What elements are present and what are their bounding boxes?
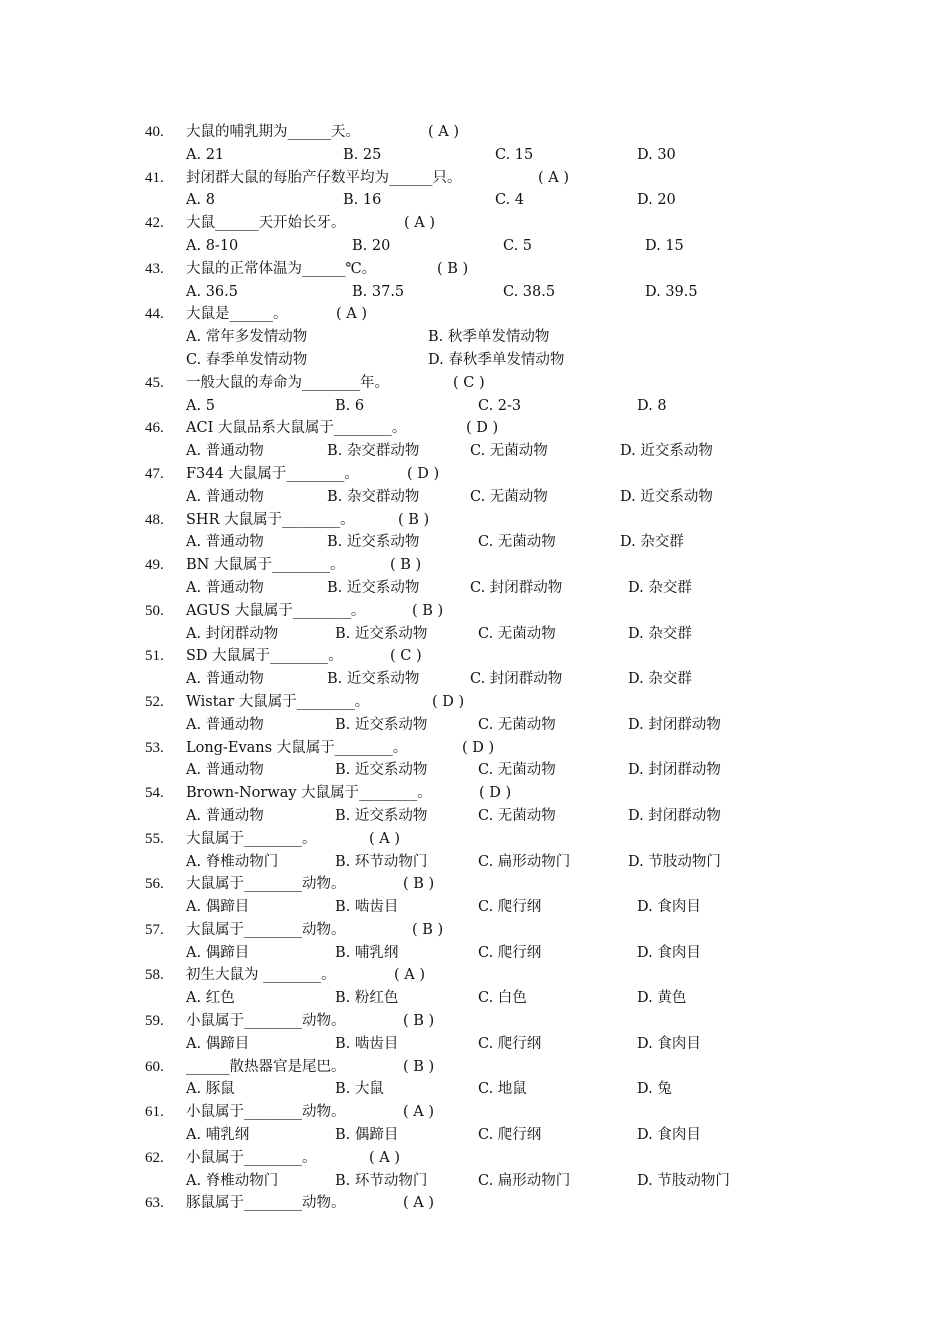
- question-47: [0, 463, 950, 509]
- question-number: 63.: [145, 1195, 164, 1212]
- question-stem: 大鼠属于________动物。: [186, 876, 346, 893]
- question-number: 55.: [145, 830, 164, 847]
- question-number: 61.: [145, 1104, 164, 1121]
- option-b: B. 近交系动物: [335, 625, 428, 642]
- option-a: A. 脊椎动物门: [186, 1172, 279, 1189]
- option-d: D. 节肢动物门: [628, 853, 721, 870]
- question-answer: ( A ): [403, 1104, 435, 1121]
- question-stem: Wistar 大鼠属于________。: [186, 693, 370, 710]
- option-b: B. 16: [343, 192, 382, 209]
- question-stem-line: [0, 737, 950, 760]
- option-a: A. 普通动物: [186, 716, 264, 733]
- question-54: [0, 782, 950, 828]
- question-number: 60.: [145, 1058, 164, 1075]
- option-row: [0, 395, 950, 418]
- question-stem: 豚鼠属于________动物。: [186, 1195, 346, 1212]
- question-answer: ( A ): [369, 830, 401, 847]
- question-answer: ( A ): [538, 169, 570, 186]
- option-b: B. 杂交群动物: [327, 443, 420, 460]
- option-b: B. 25: [343, 146, 382, 163]
- question-stem-line: [0, 463, 950, 486]
- question-number: 45.: [145, 374, 164, 391]
- option-d: D. 节肢动物门: [637, 1172, 730, 1189]
- question-number: 42.: [145, 215, 164, 232]
- option-c: C. 爬行纲: [478, 1035, 542, 1052]
- question-stem-line: [0, 303, 950, 326]
- question-number: 46.: [145, 420, 164, 437]
- option-row: [0, 668, 950, 691]
- option-a: A. 偶蹄目: [186, 944, 250, 961]
- option-d: D. 食肉目: [637, 944, 701, 961]
- question-stem-line: [0, 1101, 950, 1124]
- option-a: A. 普通动物: [186, 534, 264, 551]
- question-53: [0, 737, 950, 783]
- question-number: 62.: [145, 1149, 164, 1166]
- option-row: [0, 531, 950, 554]
- question-number: 43.: [145, 260, 164, 277]
- question-answer: ( A ): [369, 1149, 401, 1166]
- question-number: 59.: [145, 1013, 164, 1030]
- question-stem-line: [0, 782, 950, 805]
- question-46: [0, 417, 950, 463]
- question-number: 41.: [145, 169, 164, 186]
- option-b: B. 近交系动物: [335, 807, 428, 824]
- question-number: 47.: [145, 465, 164, 482]
- option-row: [0, 987, 950, 1010]
- option-a: A. 哺乳纲: [186, 1127, 250, 1144]
- option-d: D. 杂交群: [620, 534, 684, 551]
- question-number: 50.: [145, 602, 164, 619]
- question-stem-line: [0, 167, 950, 190]
- option-a: A. 8-10: [186, 237, 239, 254]
- question-45: [0, 372, 950, 418]
- option-c: C. 5: [503, 237, 533, 254]
- question-stem: 大鼠的正常体温为______℃。: [186, 260, 377, 277]
- option-b: B. 6: [335, 397, 365, 414]
- question-stem-line: [0, 919, 950, 942]
- question-49: [0, 554, 950, 600]
- option-b: B. 20: [352, 237, 391, 254]
- question-48: [0, 509, 950, 555]
- question-52: [0, 691, 950, 737]
- option-d: D. 杂交群: [628, 671, 692, 688]
- option-b: B. 啮齿目: [335, 1035, 399, 1052]
- question-stem: SHR 大鼠属于________。: [186, 511, 355, 528]
- option-c: C. 无菌动物: [478, 625, 556, 642]
- option-d: D. 春秋季单发情动物: [428, 351, 565, 368]
- question-61: [0, 1101, 950, 1147]
- question-answer: ( D ): [407, 465, 440, 482]
- question-58: [0, 964, 950, 1010]
- question-55: [0, 828, 950, 874]
- question-50: [0, 600, 950, 646]
- option-row: [0, 759, 950, 782]
- question-stem-line: [0, 554, 950, 577]
- question-stem: BN 大鼠属于________。: [186, 557, 345, 574]
- option-a: A. 普通动物: [186, 807, 264, 824]
- option-row: [0, 851, 950, 874]
- question-stem: Long-Evans 大鼠属于________。: [186, 739, 408, 756]
- question-stem-line: [0, 1056, 950, 1079]
- option-a: A. 偶蹄目: [186, 1035, 250, 1052]
- question-stem-line: [0, 964, 950, 987]
- question-answer: ( A ): [404, 215, 436, 232]
- option-d: D. 8: [637, 397, 667, 414]
- question-answer: ( D ): [462, 739, 495, 756]
- question-number: 40.: [145, 124, 164, 140]
- question-44: [0, 303, 950, 371]
- option-b: B. 大鼠: [335, 1081, 384, 1098]
- option-row: [0, 942, 950, 965]
- option-b: B. 近交系动物: [335, 716, 428, 733]
- option-a: A. 21: [186, 146, 225, 163]
- option-c: C. 扁形动物门: [478, 853, 571, 870]
- question-42: [0, 212, 950, 258]
- option-b: B. 秋季单发情动物: [428, 329, 550, 346]
- option-c: C. 白色: [478, 990, 527, 1007]
- question-number: 52.: [145, 693, 164, 710]
- question-stem-line: [0, 828, 950, 851]
- question-answer: ( C ): [390, 648, 422, 665]
- question-stem-line: [0, 645, 950, 668]
- option-c: C. 扁形动物门: [478, 1172, 571, 1189]
- question-answer: ( A ): [394, 967, 426, 984]
- question-answer: ( B ): [403, 1058, 435, 1075]
- option-d: D. 杂交群: [628, 625, 692, 642]
- option-row: [0, 144, 950, 167]
- option-d: D. 黄色: [637, 990, 687, 1007]
- question-stem-line: [0, 1010, 950, 1033]
- option-d: D. 15: [645, 237, 684, 254]
- option-row: [0, 235, 950, 258]
- question-number: 57.: [145, 921, 164, 938]
- option-c: C. 爬行纲: [478, 899, 542, 916]
- option-b: B. 近交系动物: [335, 762, 428, 779]
- question-41: [0, 167, 950, 213]
- option-a: A. 普通动物: [186, 671, 264, 688]
- question-number: 51.: [145, 648, 164, 665]
- option-a: A. 普通动物: [186, 488, 264, 505]
- option-b: B. 近交系动物: [327, 534, 420, 551]
- question-number: 56.: [145, 876, 164, 893]
- question-43: [0, 258, 950, 304]
- option-a: A. 36.5: [186, 283, 238, 300]
- option-a: A. 5: [186, 397, 215, 414]
- question-62: [0, 1147, 950, 1193]
- question-stem: 小鼠属于________动物。: [186, 1013, 346, 1030]
- option-a: A. 常年多发情动物: [186, 329, 308, 346]
- question-answer: ( A ): [336, 306, 368, 323]
- question-stem-line: [0, 1192, 950, 1215]
- option-c: C. 无菌动物: [478, 534, 556, 551]
- question-answer: ( B ): [390, 557, 422, 574]
- option-c: C. 无菌动物: [478, 716, 556, 733]
- option-a: A. 普通动物: [186, 579, 264, 596]
- question-stem-line: [0, 691, 950, 714]
- option-b: B. 偶蹄目: [335, 1127, 399, 1144]
- question-56: [0, 873, 950, 919]
- question-stem-line: [0, 417, 950, 440]
- question-40: [0, 121, 950, 167]
- option-c: C. 地鼠: [478, 1081, 527, 1098]
- option-c: C. 无菌动物: [470, 443, 548, 460]
- option-b: B. 近交系动物: [327, 671, 420, 688]
- option-row: [0, 1124, 950, 1147]
- option-b: B. 粉红色: [335, 990, 399, 1007]
- question-57: [0, 919, 950, 965]
- question-number: 48.: [145, 511, 164, 528]
- question-60: [0, 1056, 950, 1102]
- question-stem-line: [0, 873, 950, 896]
- question-51: [0, 645, 950, 691]
- question-stem: 大鼠属于________。: [186, 830, 317, 847]
- option-row: [0, 714, 950, 737]
- option-row: [0, 577, 950, 600]
- option-d: D. 39.5: [645, 283, 698, 300]
- option-c: C. 封闭群动物: [470, 671, 563, 688]
- option-c: C. 无菌动物: [478, 762, 556, 779]
- option-c: C. 春季单发情动物: [186, 351, 308, 368]
- question-stem: 一般大鼠的寿命为________年。: [186, 374, 389, 391]
- option-row: [0, 189, 950, 212]
- option-c: C. 爬行纲: [478, 1127, 542, 1144]
- question-answer: ( D ): [479, 785, 512, 802]
- question-answer: ( B ): [403, 876, 435, 893]
- option-row: [0, 486, 950, 509]
- option-row: [0, 326, 950, 349]
- question-stem: 大鼠是______。: [186, 306, 288, 323]
- option-a: A. 豚鼠: [186, 1081, 235, 1098]
- option-a: A. 红色: [186, 990, 235, 1007]
- option-d: D. 杂交群: [628, 579, 692, 596]
- question-stem-line: [0, 600, 950, 623]
- option-b: B. 杂交群动物: [327, 488, 420, 505]
- question-number: 53.: [145, 739, 164, 756]
- question-stem: F344 大鼠属于________。: [186, 465, 359, 482]
- option-b: B. 近交系动物: [327, 579, 420, 596]
- option-row: [0, 1033, 950, 1056]
- question-stem: 大鼠属于________动物。: [186, 921, 346, 938]
- question-stem-line: [0, 1147, 950, 1170]
- option-b: B. 哺乳纲: [335, 944, 399, 961]
- option-d: D. 封闭群动物: [628, 807, 721, 824]
- option-row: [0, 896, 950, 919]
- option-d: D. 食肉目: [637, 1035, 701, 1052]
- question-answer: ( B ): [412, 602, 444, 619]
- option-d: D. 近交系动物: [620, 443, 713, 460]
- option-row: [0, 349, 950, 372]
- option-d: D. 封闭群动物: [628, 762, 721, 779]
- option-c: C. 无菌动物: [478, 807, 556, 824]
- option-c: C. 4: [495, 192, 525, 209]
- option-d: D. 近交系动物: [620, 488, 713, 505]
- option-c: C. 爬行纲: [478, 944, 542, 961]
- option-d: D. 兔: [637, 1081, 672, 1098]
- question-stem-line: [0, 121, 950, 144]
- question-number: 58.: [145, 967, 164, 984]
- question-stem: ______散热器官是尾巴。: [186, 1058, 346, 1075]
- question-stem: 小鼠属于________。: [186, 1149, 317, 1166]
- option-b: B. 环节动物门: [335, 1172, 428, 1189]
- option-d: D. 20: [637, 192, 676, 209]
- question-answer: ( C ): [453, 374, 485, 391]
- question-stem: Brown-Norway 大鼠属于________。: [186, 785, 432, 802]
- option-d: D. 食肉目: [637, 899, 701, 916]
- question-stem: 大鼠的哺乳期为______天。: [186, 124, 360, 140]
- option-a: A. 偶蹄目: [186, 899, 250, 916]
- option-c: C. 封闭群动物: [470, 579, 563, 596]
- option-d: D. 食肉目: [637, 1127, 701, 1144]
- question-answer: ( D ): [432, 693, 465, 710]
- question-answer: ( B ): [437, 260, 469, 277]
- option-a: A. 封闭群动物: [186, 625, 279, 642]
- option-a: A. 普通动物: [186, 762, 264, 779]
- question-number: 54.: [145, 785, 164, 802]
- question-answer: ( B ): [403, 1013, 435, 1030]
- question-stem: 封闭群大鼠的每胎产仔数平均为______只。: [186, 169, 462, 186]
- question-stem-line: [0, 212, 950, 235]
- question-list: [0, 121, 950, 1238]
- option-a: A. 8: [186, 192, 215, 209]
- question-stem: ACI 大鼠品系大鼠属于________。: [186, 420, 407, 437]
- option-row: [0, 1078, 950, 1101]
- question-stem: 小鼠属于________动物。: [186, 1104, 346, 1121]
- option-d: D. 封闭群动物: [628, 716, 721, 733]
- question-number: 44.: [145, 306, 164, 323]
- question-answer: ( A ): [428, 124, 460, 140]
- option-row: [0, 281, 950, 304]
- question-answer: ( D ): [466, 420, 499, 437]
- option-c: C. 无菌动物: [470, 488, 548, 505]
- question-63: [0, 1192, 950, 1238]
- question-number: 49.: [145, 557, 164, 574]
- option-c: C. 2-3: [478, 397, 522, 414]
- option-b: B. 环节动物门: [335, 853, 428, 870]
- question-59: [0, 1010, 950, 1056]
- question-answer: ( A ): [403, 1195, 435, 1212]
- question-stem-line: [0, 258, 950, 281]
- option-d: D. 30: [637, 146, 676, 163]
- question-stem: AGUS 大鼠属于________。: [186, 602, 366, 619]
- option-row: [0, 805, 950, 828]
- option-b: B. 啮齿目: [335, 899, 399, 916]
- option-a: A. 脊椎动物门: [186, 853, 279, 870]
- option-row: [0, 623, 950, 646]
- question-answer: ( B ): [412, 921, 444, 938]
- option-row: [0, 440, 950, 463]
- option-c: C. 15: [495, 146, 534, 163]
- question-stem: 大鼠______天开始长牙。: [186, 215, 346, 232]
- question-answer: ( B ): [398, 511, 430, 528]
- question-stem-line: [0, 509, 950, 532]
- question-stem: SD 大鼠属于________。: [186, 648, 343, 665]
- question-stem-line: [0, 372, 950, 395]
- question-stem: 初生大鼠为 ________。: [186, 967, 336, 984]
- option-c: C. 38.5: [503, 283, 556, 300]
- option-b: B. 37.5: [352, 283, 405, 300]
- option-row: [0, 1170, 950, 1193]
- option-a: A. 普通动物: [186, 443, 264, 460]
